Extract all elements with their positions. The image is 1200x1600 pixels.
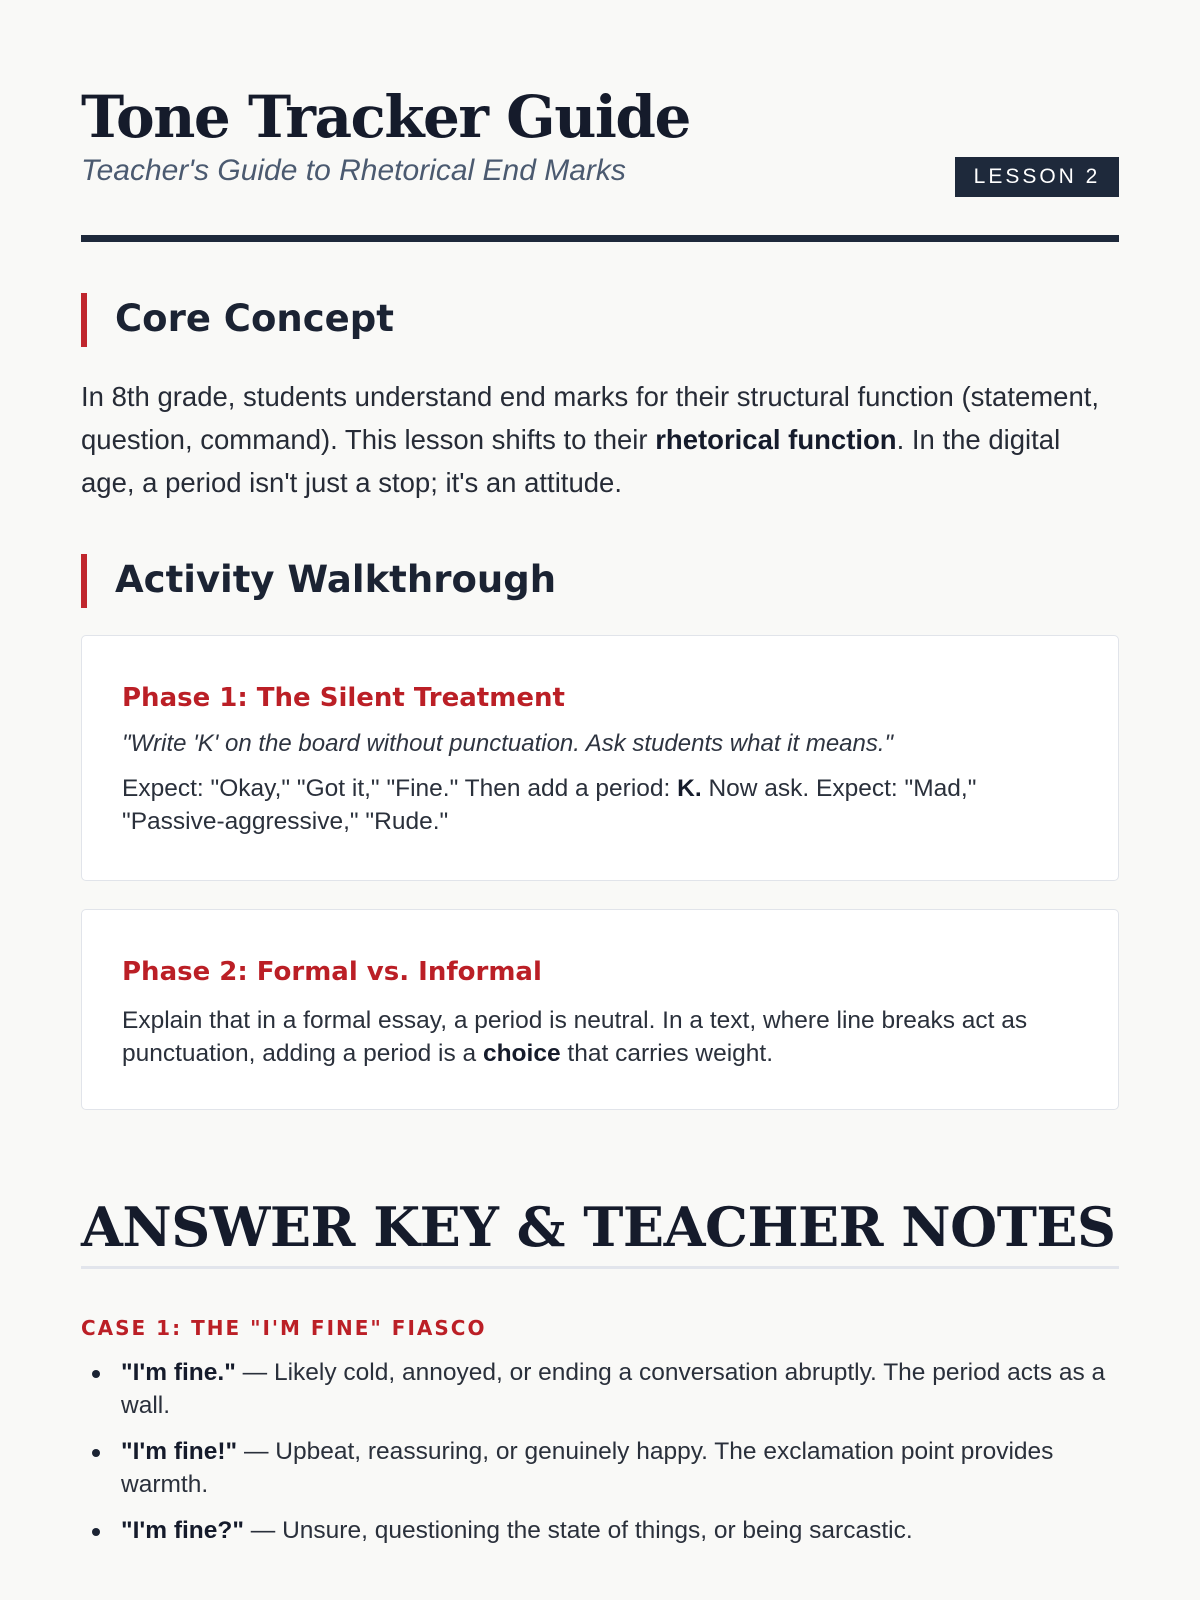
answer-key-section (81, 1190, 1119, 1547)
phase-text-emphasis: choice (482, 1040, 561, 1067)
phase-text (122, 772, 1078, 838)
answer-item (81, 1356, 1119, 1422)
answer-explanation: — Likely cold, annoyed, or ending a conversation abruptly. The period acts as a wall. (121, 1359, 1106, 1419)
answer-list (81, 1356, 1119, 1547)
case-label: CASE 1: THE "I'M FINE" FIASCO (81, 1316, 487, 1340)
lesson-badge: LESSON 2 (955, 157, 1119, 197)
answer-explanation: — Unsure, questioning the state of things, or being sarcastic. (243, 1517, 913, 1544)
phase-text-start: Expect: "Okay," "Got it," "Fine." Then add a period: (122, 775, 678, 802)
answer-explanation: — Upbeat, reassuring, or genuinely happy. The exclamation point provides warmth. (121, 1438, 1054, 1498)
answer-item (81, 1435, 1119, 1501)
core-concept-text (81, 375, 1119, 504)
activity-section (81, 554, 1119, 1110)
phase-text-end: Now ask. Expect: "Mad," "Passive-aggressive," "Rude." (122, 775, 977, 835)
answer-phrase: "I'm fine?" (121, 1517, 244, 1544)
core-concept-heading: Core Concept (81, 293, 1119, 347)
answer-phrase: "I'm fine!" (121, 1438, 238, 1465)
phase-title: Phase 2: Formal vs. Informal (122, 957, 542, 987)
core-concept-text-start: In 8th grade, students understand end marks for their structural function (statement, question, command). This lesson shifts to their (81, 381, 1100, 455)
core-concept-section (81, 293, 1119, 504)
phase-text-start: Explain that in a formal essay, a period is neutral. In a text, where line breaks act as punctuation, adding a period is a (122, 1007, 1028, 1067)
core-concept-text-end: . In the digital age, a period isn't just a stop; it's an attitude. (81, 424, 1061, 498)
activity-heading: Activity Walkthrough (81, 554, 1119, 608)
bullet-icon (92, 1528, 100, 1536)
page-header (81, 0, 1119, 242)
bullet-icon (92, 1370, 100, 1378)
phase-text-end: that carries weight. (560, 1040, 774, 1067)
answer-item (81, 1514, 1119, 1547)
answer-phrase: "I'm fine." (121, 1359, 236, 1386)
page-title: Tone Tracker Guide (81, 83, 690, 151)
phase-text (122, 1004, 1078, 1070)
phase-text-emphasis: K. (677, 775, 702, 802)
bullet-icon (92, 1449, 100, 1457)
phase-card (81, 909, 1119, 1110)
page-subtitle: Teacher's Guide to Rhetorical End Marks (81, 154, 626, 187)
answer-key-heading: ANSWER KEY & TEACHER NOTES (81, 1190, 1119, 1269)
phase-quote: "Write 'K' on the board without punctuation. Ask students what it means." (122, 730, 894, 757)
phase-title: Phase 1: The Silent Treatment (122, 683, 565, 713)
phase-card (81, 635, 1119, 881)
core-concept-emphasis: rhetorical function (655, 424, 897, 455)
